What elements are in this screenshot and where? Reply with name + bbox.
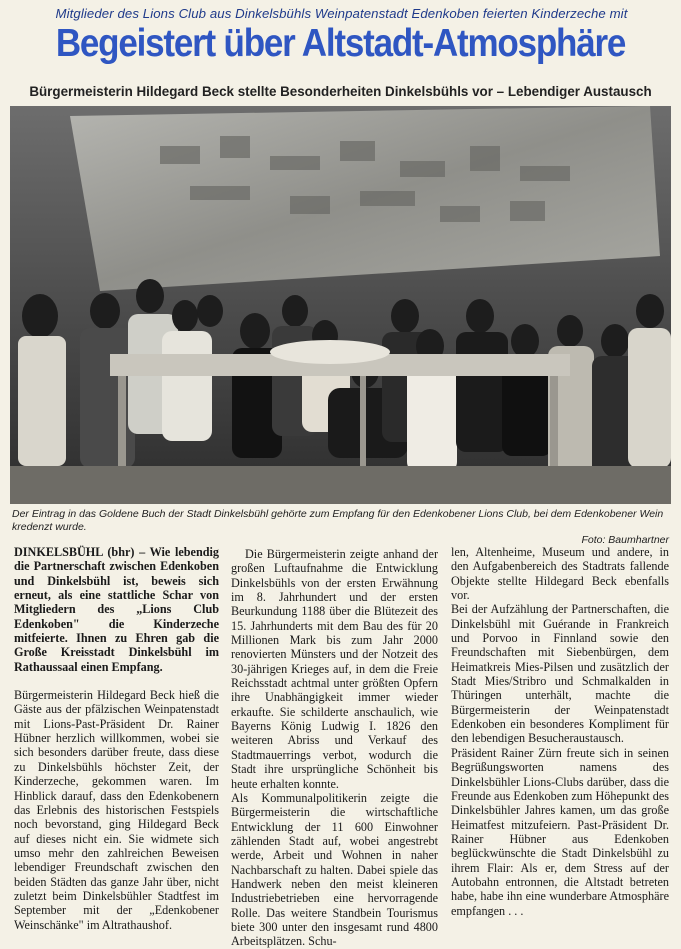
article-paragraph: Die Bürgermeisterin zeigte anhand der großen Luftaufnahme die Entwicklung Dinkelsbühls von der ersten Erwähnung im 8. Jahrhundert und der ersten Beurkundung 1188 über die Blütezeit des 15. Jahrhunderts mit dem Bau des für 20 Millionen Mark bis zum Jahr 2000 renovierten Münsters und der Notzeit des 30-jährigen Krieges auf, in dem die Freie Reichsstadt achtmal unter größten Opfern ihre Unabhängigkeit immer wieder erkaufte. Sie schilderte anschaulich, wie Bayerns König Ludwig I. 1826 den weiteren Abriss und Verkauf des Stadtmauerrings verbot, wodurch die Stadt ihre ursprüngliche Schönheit bis heute erhalten konnte. <box>231 547 438 791</box>
group-photo-illustration <box>10 106 671 504</box>
headline: Begeistert über Altstadt-Atmosphäre <box>55 22 626 65</box>
article-column-2 <box>231 547 438 949</box>
article-paragraph: len, Altenheime, Museum und andere, in den Aufgabenbereich des Stadtrats fallende Objekte stellte Hildegard Beck ebenfalls vor. <box>451 545 669 603</box>
group-photo <box>10 106 671 504</box>
article-paragraph: Bei der Aufzählung der Partnerschaften, die Dinkelsbühl mit Guérande in Frankreich und Porvoo in Finnland sowie den Freundschaften mit Siebenbürgen, dem Heimatkreis Mies-Pilsen und zusätzlich der Stadt Mies/Stribro und Schmalkalden in Thüringen unterhält, machte die Bürgermeisterin der Weinpatenstadt Edenkoben ein besonderes Kompliment für den lebendigen Besucheraustausch. <box>451 602 669 746</box>
subheadline: Bürgermeisterin Hildegard Beck stellte Besonderheiten Dinkelsbühls vor – Lebendiger Austausch <box>29 84 652 99</box>
kicker-line: Mitglieder des Lions Club aus Dinkelsbühls Weinpatenstadt Edenkoben feierten Kinderzeche mit <box>55 6 628 21</box>
caption-text: Der Eintrag in das Goldene Buch der Stadt Dinkelsbühl gehörte zum Empfang für den Edenkobener Lions Club, bei dem Edenkobener Wein kredenzt wurde. <box>12 508 664 533</box>
article-lead: DINKELSBÜHL (bhr) – Wie lebendig die Partnerschaft zwischen Edenkoben und Dinkelsbühl ist, beweis sich erneut, als eine stattliche Schar von Mitgliedern des „Lions Club Edenkoben" die Kinderzeche mitfeierte. Ihnen zu Ehren gab die Große Kreisstadt Dinkelsbühl im Rathaussaal einen Empfang. <box>14 545 219 674</box>
article-paragraph: Als Kommunalpolitikerin zeigte die Bürgermeisterin die wirtschaftliche Entwicklung der 11 600 Einwohner zählenden Stadt auf, wobei angestrebt werde, Arbeit und Wohnen in naher Nachbarschaft zu halten. Dabei spiele das Handwerk neben den meist kleineren Industriebetrieben eine hervorragende Rolle. Das weitere Standbein Tourismus biete 300 unter den insgesamt rund 4800 Arbeitsplätzen. Schu- <box>231 790 438 949</box>
article-column-3 <box>451 545 669 918</box>
photo-caption <box>12 508 669 547</box>
article-column-1 <box>14 545 219 932</box>
article-paragraph: Präsident Rainer Zürn freute sich in seinen Begrüßungsworten namens des Dinkelsbühler Lions-Clubs darüber, dass die Freunde aus Edenkoben zum Höhepunkt des Dinkelsbühler Jahres kamen, um das große Heimatfest mitzufeiern. Past-Präsident Dr. Rainer Hübner aus Edenkoben beglückwünschte die Stadt Dinkelsbühl zu ihrem Flair: Als er, dem Stress auf der Autobahn entronnen, die Altstadt betreten habe, habe ihn eine wunderbare Atmosphäre empfangen . . . <box>451 745 669 918</box>
article-paragraph: Bürgermeisterin Hildegard Beck hieß die Gäste aus der pfälzischen Weinpatenstadt mit Lions-Past-Präsident Dr. Rainer Hübner herzlich willkommen, wobei sie sich besonders darüber freute, dass diese zu Dinkelsbühls höchster Zeit, der Kinderzeche, gekommen waren. Im Hinblick darauf, dass den Edenkobenern das Erlebnis des historischen Festspiels noch bevorstand, ging Hildegard Beck auf dieses nicht ein. Sie widmete sich umso mehr den zahlreichen Beweisen lebendiger Freundschaft zwischen den beiden Städten das ganze Jahr über, nicht zuletzt beim Dinkelsbühler Stadtfest im September mit der „Edenkobener Weinschänke" im Altrathaushof. <box>14 688 219 932</box>
photo-credit: Foto: Baumhartner <box>581 534 669 546</box>
